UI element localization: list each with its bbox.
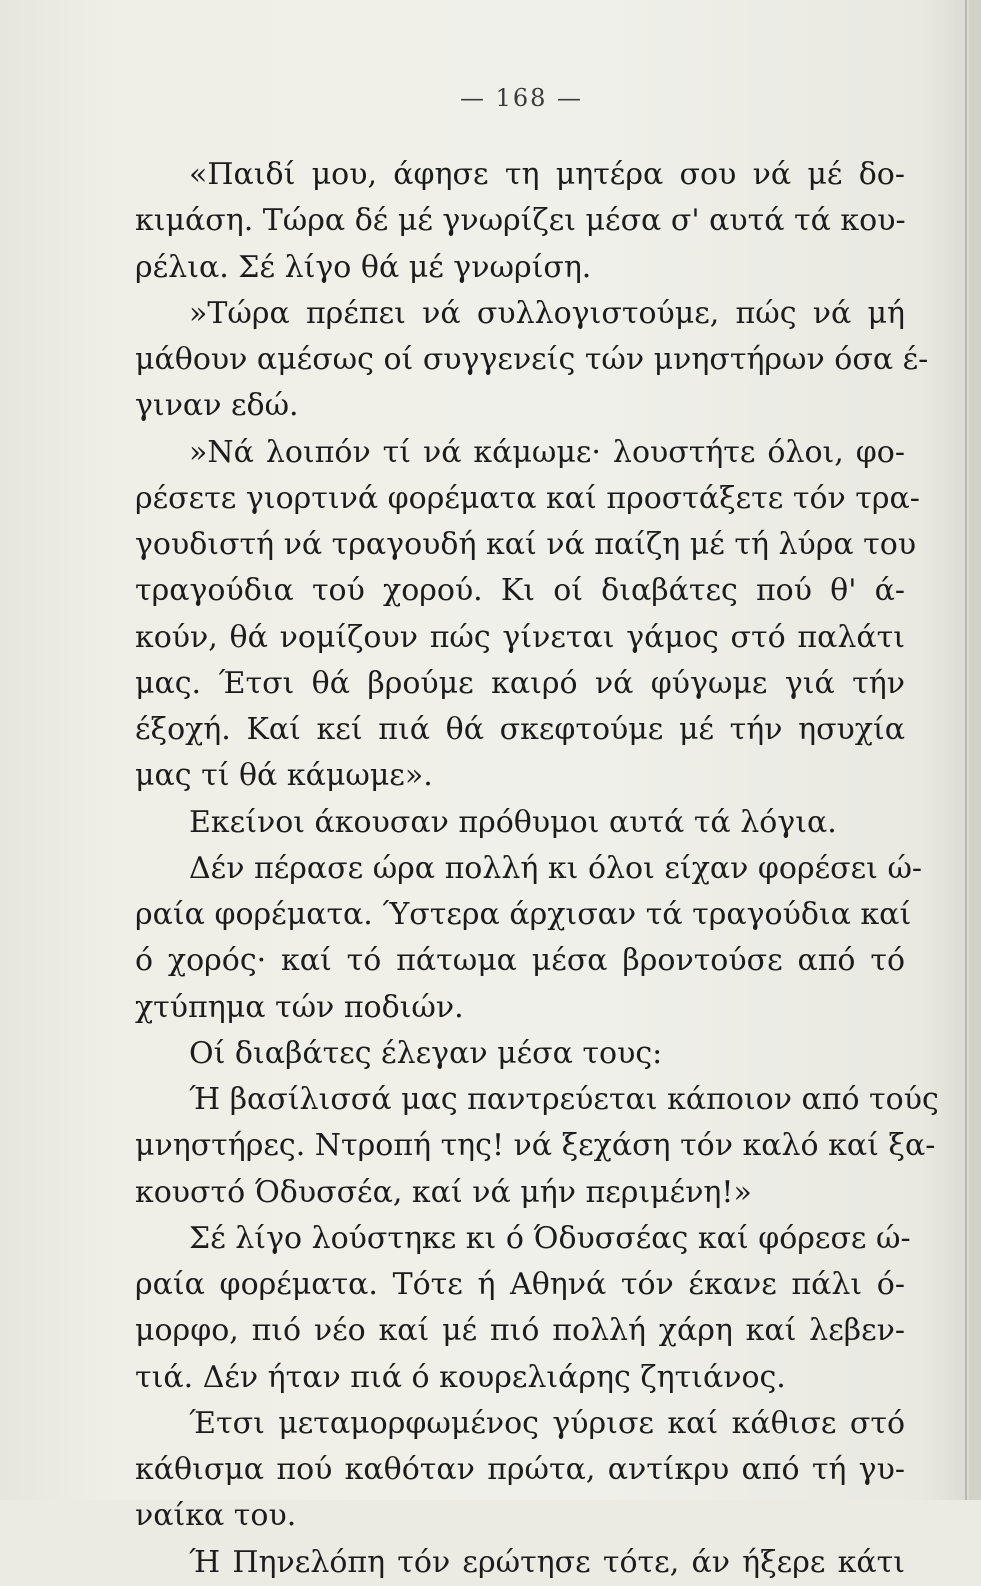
text-line: κάθισμα πού καθόταν πρώτα, αντίκρυ από τή γυ- bbox=[135, 1452, 905, 1487]
text-line: Έτσι μεταμορφωμένος γύρισε καί κάθισε στό bbox=[189, 1405, 905, 1441]
text-line: Ή Πηνελόπη τόν ερώτησε τότε, άν ήξερε κάτι bbox=[189, 1544, 905, 1580]
text-line: ρέσετε γιορτινά φορέματα καί προστάξετε τόν τρα- bbox=[135, 480, 920, 516]
text-line: Οί διαβάτες έλεγαν μέσα τους: bbox=[189, 1035, 663, 1071]
text-line: κουστό Όδυσσέα, καί νά μήν περιμένη!» bbox=[135, 1174, 752, 1210]
text-line: ραία φορέματα. Ύστερα άρχισαν τά τραγούδια καί bbox=[135, 897, 912, 932]
text-line: ναίκα του. bbox=[135, 1498, 297, 1534]
text-line: ό χορός· καί τό πάτωμα μέσα βροντούσε από τό bbox=[135, 943, 905, 979]
text-line: γουδιστή νά τραγουδή καί νά παίζη μέ τή λύρα του bbox=[135, 527, 917, 562]
text-line: έξοχή. Καί κεί πιά θά σκεφτούμε μέ τήν ησυχία bbox=[135, 712, 905, 747]
text-line: Εκείνοι άκουσαν πρόθυμοι αυτά τά λόγια. bbox=[189, 804, 837, 840]
text-line: «Παιδί μου, άφησε τη μητέρα σου νά μέ δο- bbox=[189, 157, 905, 192]
text-line: Ή βασίλισσά μας παντρεύεται κάποιον από τούς bbox=[189, 1082, 939, 1117]
page-text bbox=[135, 152, 939, 1586]
text-line: κούν, θά νομίζουν πώς γίνεται γάμος στό παλάτι bbox=[135, 619, 905, 655]
text-line: ραία φορέματα. Τότε ή Αθηνά τόν έκανε πάλι ό- bbox=[135, 1267, 905, 1302]
page-gutter-shadow bbox=[969, 0, 981, 1500]
text-line: μνηστήρες. Ντροπή της! νά ξεχάση τόν καλό καί ξα- bbox=[135, 1128, 936, 1164]
text-line: μας. Έτσι θά βρούμε καιρό νά φύγωμε γιά τήν bbox=[135, 665, 905, 701]
text-line: τιά. Δέν ήταν πιά ό κουρελιάρης ζητιάνος. bbox=[135, 1359, 786, 1395]
text-line: Δέν πέρασε ώρα πολλή κι όλοι είχαν φορέσει ώ- bbox=[189, 850, 923, 886]
page-number: — 168 — bbox=[459, 84, 584, 112]
text-line: μάθουν αμέσως οί συγγενείς τών μνηστήρων όσα έ- bbox=[135, 342, 929, 377]
text-line: »Νά λοιπόν τί νά κάμωμε· λουστήτε όλοι, φο- bbox=[189, 434, 905, 470]
text-line: κιμάση. Τώρα δέ μέ γνωρίζει μέσα σ' αυτά τά κου- bbox=[135, 203, 906, 239]
text-line: Σέ λίγο λούστηκε κι ό Όδυσσέας καί φόρεσε ώ- bbox=[189, 1220, 911, 1256]
text-line: ρέλια. Σέ λίγο θά μέ γνωρίση. bbox=[135, 249, 592, 285]
text-line: μας τί θά κάμωμε». bbox=[135, 758, 433, 794]
text-line: χτύπημα τών ποδιών. bbox=[135, 989, 464, 1025]
text-line: μορφο, πιό νέο καί μέ πιό πολλή χάρη καί λεβεν- bbox=[135, 1313, 905, 1349]
text-line: τραγούδια τού χορού. Κι οί διαβάτες πού θ' ά- bbox=[135, 573, 905, 609]
text-line: »Τώρα πρέπει νά συλλογιστούμε, πώς νά μή bbox=[189, 295, 905, 331]
page-edge-line bbox=[965, 0, 967, 1500]
text-line: γιναν εδώ. bbox=[135, 388, 299, 424]
